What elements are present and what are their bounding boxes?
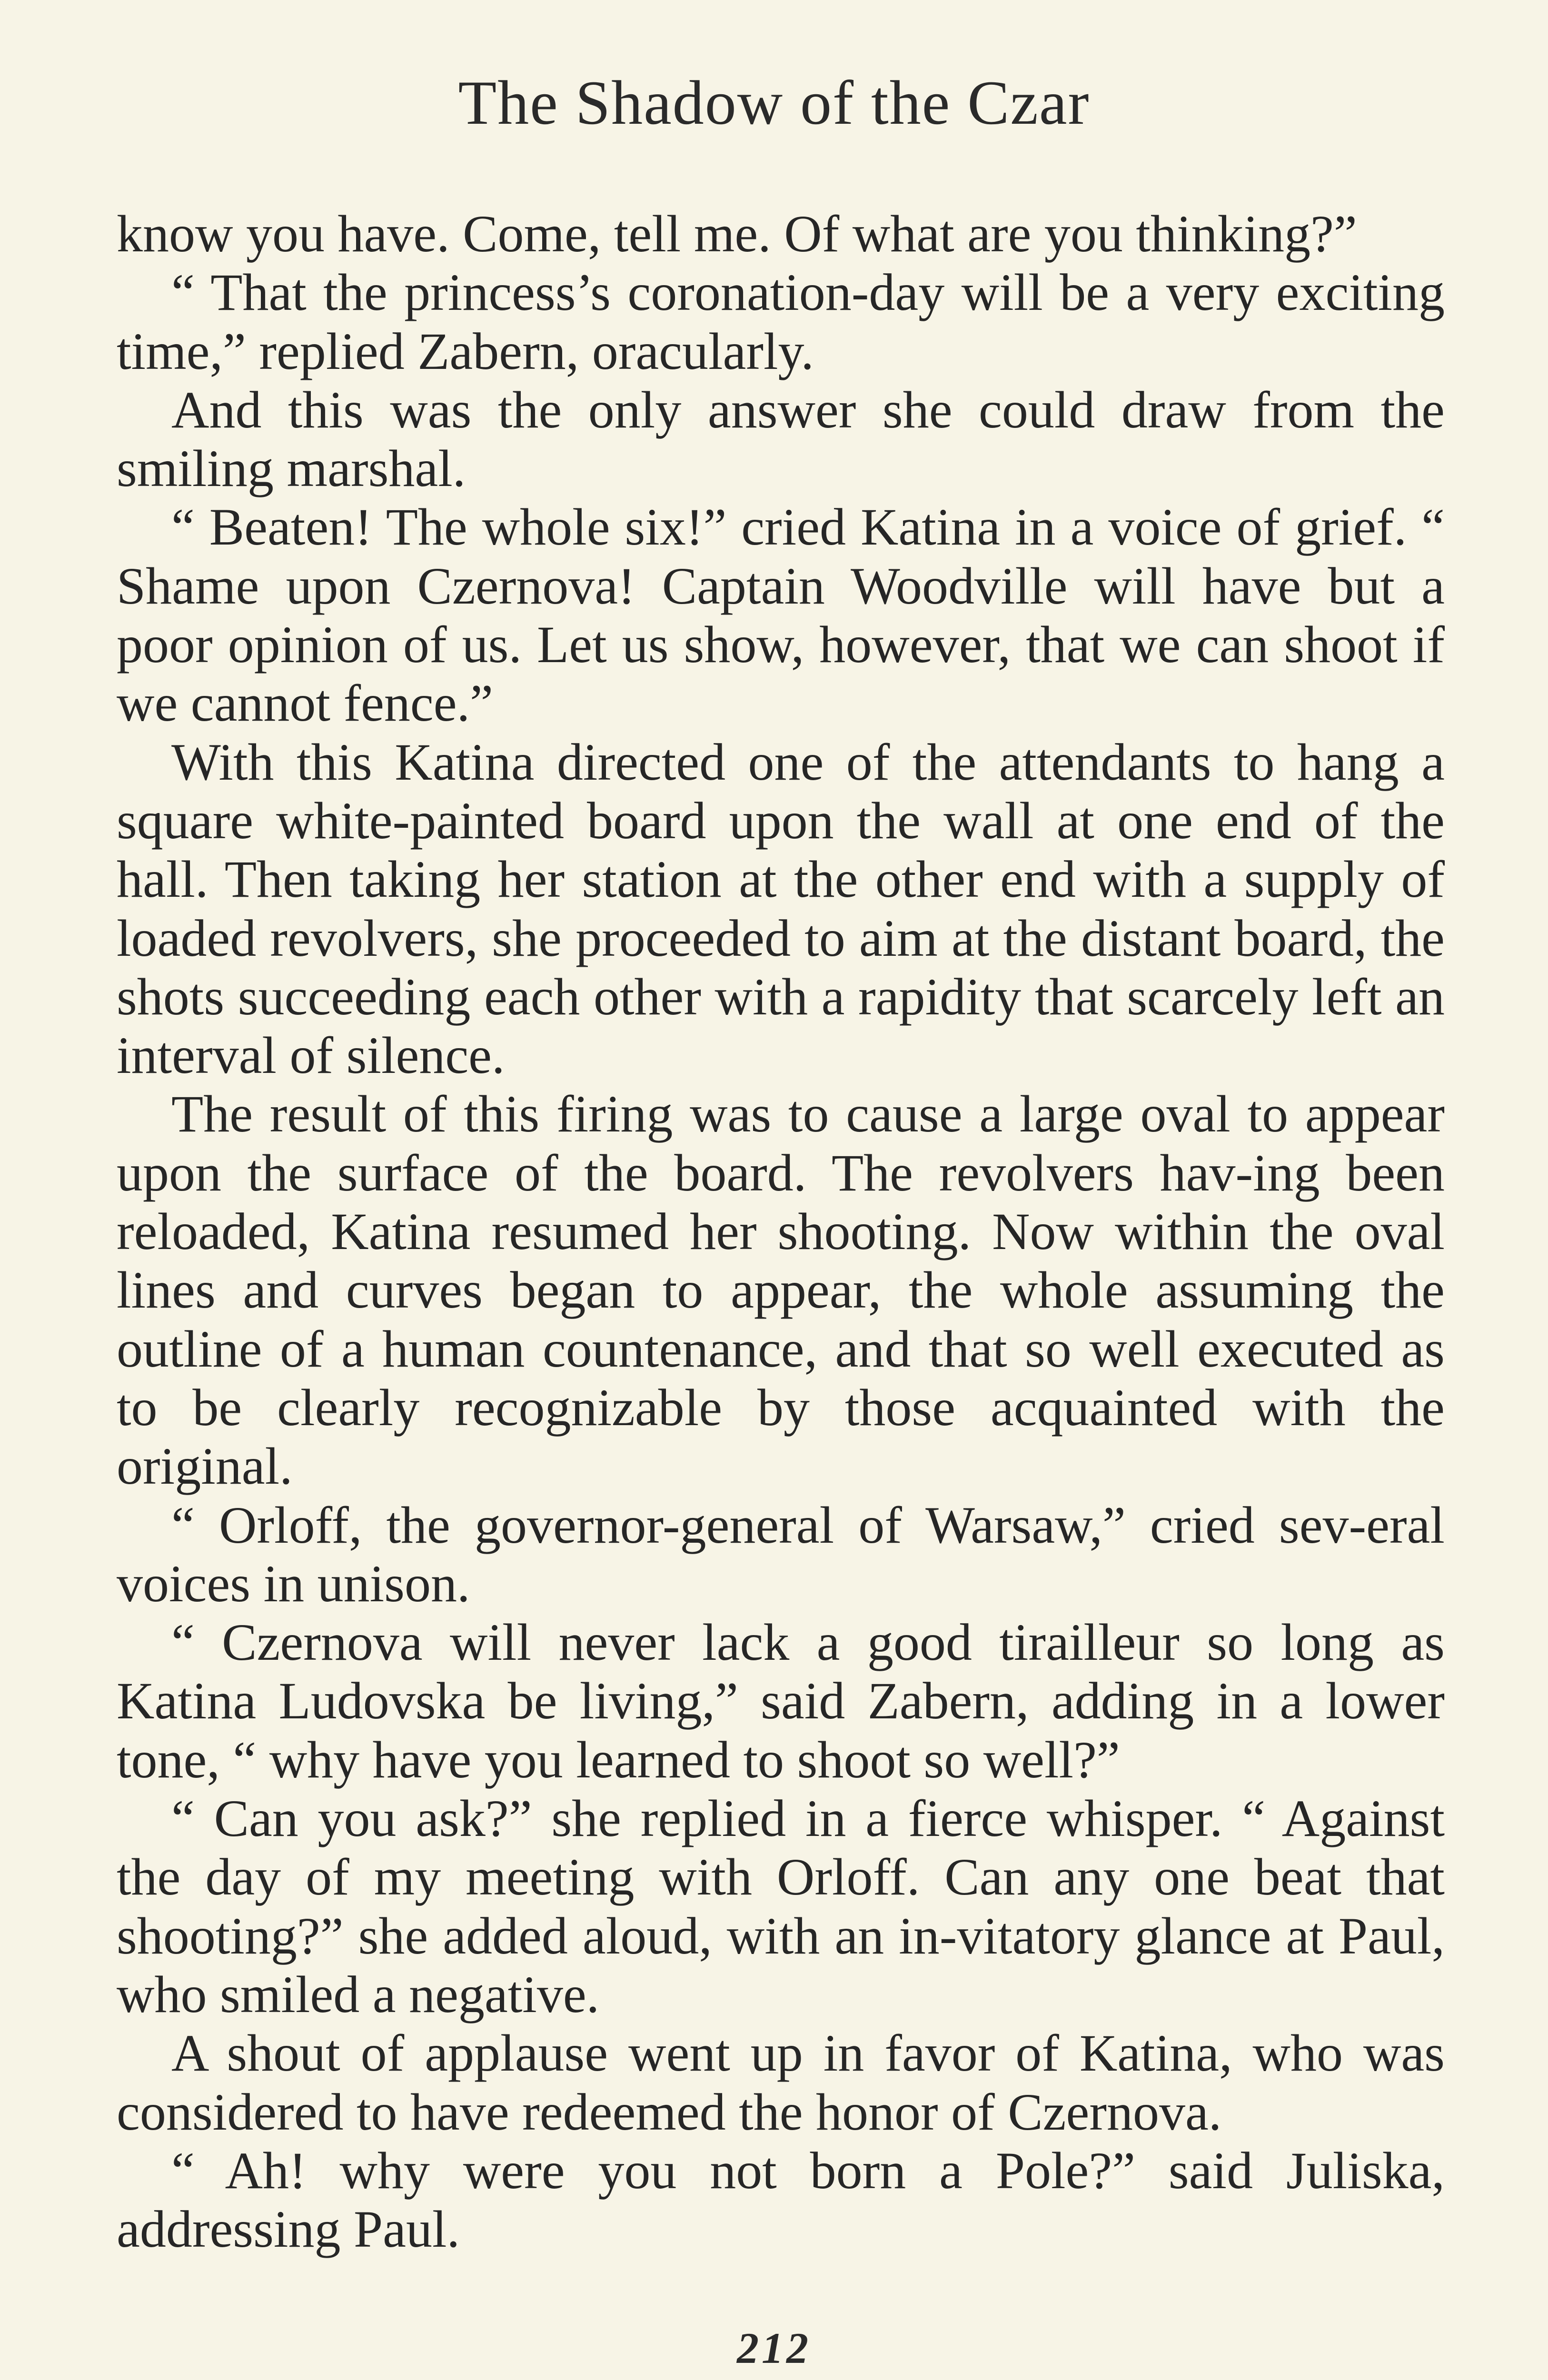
paragraph: And this was the only answer she could draw from the smiling marshal. — [117, 380, 1445, 498]
paragraph: A shout of applause went up in favor of Katina, who was considered to have redeemed the honor of Czernova. — [117, 2024, 1445, 2141]
page-number: 212 — [737, 2324, 811, 2372]
paragraph: The result of this firing was to cause a large oval to appear upon the surface of the board. The revolvers hav-ing been reloaded, Katina resumed her shooting. Now within the oval lines and curves began to appear, the whole assuming the outline of a human countenance, and that so well executed as to be clearly recognizable by those acquainted with the original. — [117, 1085, 1445, 1496]
page-title: The Shadow of the Czar — [458, 68, 1090, 138]
paragraph: With this Katina directed one of the attendants to hang a square white-painted board upon the wall at one end of the hall. Then taking her station at the other end with a supply of loaded revolvers, she proceeded to aim at the distant board, the shots succeeding each other with a rapidity that scarcely left an interval of silence. — [117, 733, 1445, 1085]
paragraph: “ That the princess’s coronation-day will be a very exciting time,” replied Zabern, oracularly. — [117, 263, 1445, 380]
body-text — [117, 205, 1445, 2259]
paragraph: “ Beaten! The whole six!” cried Katina in a voice of grief. “ Shame upon Czernova! Captain Woodville will have but a poor opinion of us. Let us show, however, that we can shoot if we cannot fence.” — [117, 498, 1445, 733]
paragraph: “ Czernova will never lack a good tirailleur so long as Katina Ludovska be living,” said Zabern, adding in a lower tone, “ why have you learned to shoot so well?” — [117, 1613, 1445, 1789]
paragraph: “ Orloff, the governor-general of Warsaw,” cried sev-eral voices in unison. — [117, 1496, 1445, 1613]
paragraph: know you have. Come, tell me. Of what are you thinking?” — [117, 205, 1357, 263]
paragraph: “ Ah! why were you not born a Pole?” said Juliska, addressing Paul. — [117, 2141, 1445, 2259]
paragraph: “ Can you ask?” she replied in a fierce whisper. “ Against the day of my meeting with Orloff. Can any one beat that shooting?” she added aloud, with an in-vitatory glance at Paul, who smiled a negative. — [117, 1789, 1445, 2023]
